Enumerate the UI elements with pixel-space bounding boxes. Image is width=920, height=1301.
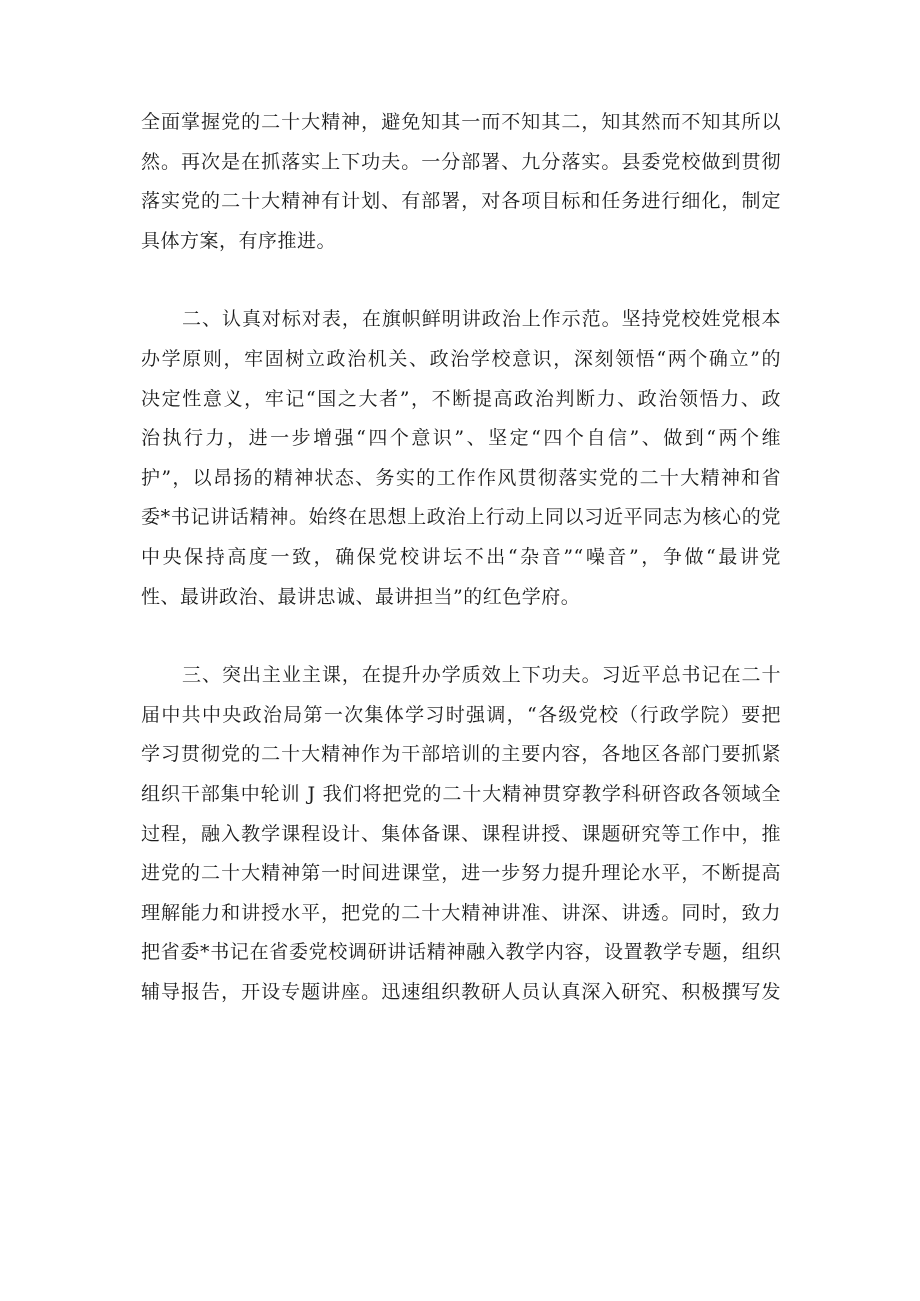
text-line: 辅导报告，开设专题讲座。迅速组织教研人员认真深入研究、积极撰写发 <box>141 980 781 1003</box>
text-line: 护”，以昂扬的精神状态、务实的工作作风贯彻落实党的二十大精神和省 <box>141 466 781 489</box>
text-line: 过程，融入教学课程设计、集体备课、课程讲授、课题研究等工作中，推 <box>141 822 781 845</box>
text-line: 组织干部集中轮训 J 我们将把党的二十大精神贯穿教学科研咨政各领域全 <box>141 782 781 805</box>
text-line: 具体方案，有序推进。 <box>141 229 337 252</box>
text-line: 进党的二十大精神第一时间进课堂，进一步努力提升理论水平，不断提高 <box>141 862 781 885</box>
text-line: 理解能力和讲授水平，把党的二十大精神讲准、讲深、讲透。同时，致力 <box>141 901 781 924</box>
text-line: 三、突出主业主课，在提升办学质效上下功夫。习近平总书记在二十 <box>182 664 781 687</box>
text-line: 然。再次是在抓落实上下功夫。一分部署、九分落实。县委党校做到贯彻 <box>141 150 781 173</box>
text-line: 中央保持高度一致，确保党校讲坛不出“杂音”“噪音”，争做“最讲党 <box>141 545 781 568</box>
text-line: 治执行力，进一步增强“四个意识”、坚定“四个自信”、做到“两个维 <box>141 427 781 450</box>
text-line: 届中共中央政治局第一次集体学习时强调，“各级党校（行政学院）要把 <box>141 703 781 726</box>
text-line: 二、认真对标对表，在旗帜鲜明讲政治上作示范。坚持党校姓党根本 <box>182 308 781 331</box>
paragraph-2 <box>141 300 781 617</box>
text-line: 决定性意义，牢记“国之大者”，不断提高政治判断力、政治领悟力、政 <box>141 387 781 410</box>
document-body <box>141 103 781 1012</box>
text-line: 性、最讲政治、最讲忠诚、最讲担当”的红色学府。 <box>141 585 581 608</box>
text-line: 把省委*书记在省委党校调研讲话精神融入教学内容，设置教学专题，组织 <box>141 941 781 964</box>
text-line: 全面掌握党的二十大精神，避免知其一而不知其二，知其然而不知其所以 <box>141 111 781 133</box>
text-line: 办学原则，牢固树立政治机关、政治学校意识，深刻领悟“两个确立”的 <box>141 347 781 370</box>
paragraph-1 <box>141 103 781 261</box>
paragraph-3 <box>141 656 781 1012</box>
text-line: 委*书记讲话精神。始终在思想上政治上行动上同以习近平同志为核心的党 <box>141 506 781 529</box>
text-line: 落实党的二十大精神有计划、有部署，对各项目标和任务进行细化，制定 <box>141 190 781 213</box>
text-line: 学习贯彻党的二十大精神作为干部培训的主要内容，各地区各部门要抓紧 <box>141 743 781 766</box>
